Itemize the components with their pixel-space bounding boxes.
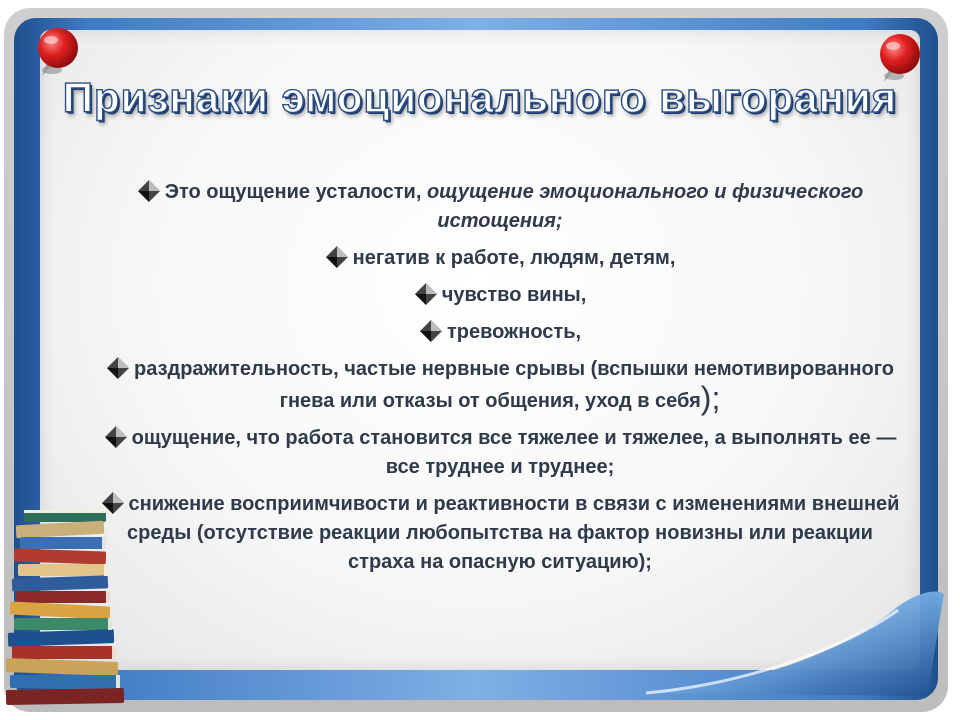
diamond-bullet-icon bbox=[325, 245, 349, 269]
diamond-bullet-icon bbox=[137, 179, 161, 203]
diamond-bullet-icon bbox=[106, 356, 130, 380]
item-emphasis: ощущение эмоционального и физического истощения; bbox=[426, 181, 864, 232]
diamond-bullet-icon bbox=[414, 282, 438, 306]
book-stack-icon bbox=[6, 506, 136, 716]
item-text: раздражительность, частые нервные срывы (вспышки немотивированного гнева или отказы от общения, уход в себя bbox=[133, 358, 895, 412]
item-text: негатив к работе, людям, детям, bbox=[352, 247, 676, 269]
item-closing: ); bbox=[700, 380, 721, 416]
item-text: чувство вины, bbox=[441, 284, 587, 306]
list-item bbox=[100, 244, 900, 273]
page-curl-icon bbox=[646, 588, 946, 698]
list-item bbox=[100, 178, 900, 236]
list-item bbox=[100, 355, 900, 416]
diamond-bullet-icon bbox=[419, 319, 443, 343]
list-item bbox=[100, 318, 900, 347]
page-title: Признаки эмоционального выгорания bbox=[62, 74, 898, 121]
item-text: тревожность, bbox=[446, 321, 582, 343]
list-item bbox=[100, 490, 900, 577]
item-text: Это ощущение усталости, bbox=[164, 181, 427, 203]
item-text: ощущение, что работа становится все тяжелее и тяжелее, а выполнять ее — все труднее и труднее; bbox=[131, 427, 897, 478]
symptom-list bbox=[100, 178, 900, 585]
diamond-bullet-icon bbox=[104, 425, 128, 449]
list-item bbox=[100, 281, 900, 310]
item-text: снижение восприимчивости и реактивности в связи с изменениями внешней среды (отсутствие реакции любопытства на фактор новизны или реакции страха на опасную ситуацию); bbox=[127, 493, 900, 573]
list-item bbox=[100, 424, 900, 482]
